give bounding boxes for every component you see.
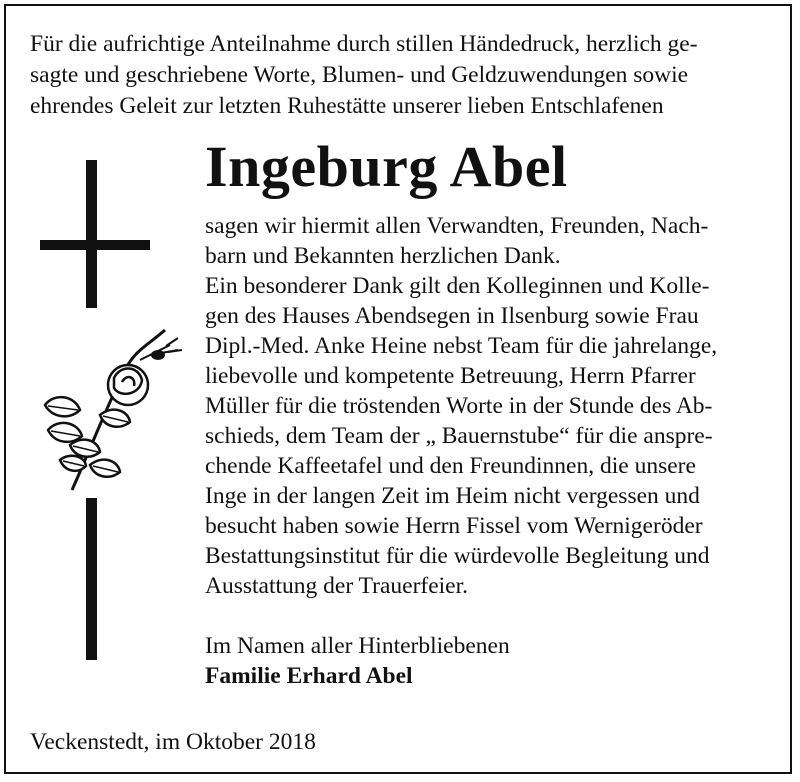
place-date: Veckenstedt, im Oktober 2018 xyxy=(30,729,316,755)
message-line: schieds, dem Team der „ Bauernstube“ für die anspre- xyxy=(205,423,713,449)
message-line: sagen wir hiermit allen Verwandten, Freunden, Nach- xyxy=(205,213,709,239)
message-line: chende Kaffeetafel und den Freundinnen, die unsere xyxy=(205,453,696,479)
message-line: gen des Hauses Abendsegen in Ilsenburg sowie Frau xyxy=(205,303,699,329)
message-line: Ein besonderer Dank gilt den Kolleginnen und Kolle- xyxy=(205,273,710,299)
message-line: besucht haben sowie Herrn Fissel vom Wernigeröder xyxy=(205,513,703,539)
deceased-name: Ingeburg Abel xyxy=(205,134,568,199)
signature-intro: Im Namen aller Hinterbliebenen xyxy=(205,633,510,659)
message-line: Dipl.-Med. Anke Heine nebst Team für die jahrelange, xyxy=(205,333,718,359)
intro-line-3: ehrendes Geleit zur letzten Ruhestätte unserer lieben Entschlafenen xyxy=(30,93,664,119)
message-line: liebevolle und kompetente Betreuung, Herrn Pfarrer xyxy=(205,363,696,389)
signature-family: Familie Erhard Abel xyxy=(205,663,413,689)
message-line: barn und Bekannten herzlichen Dank. xyxy=(205,243,561,269)
message-line: Müller für die tröstenden Worte in der Stunde des Ab- xyxy=(205,393,713,419)
message-line: Bestattungsinstitut für die würdevolle Begleitung und xyxy=(205,543,710,569)
intro-line-1: Für die aufrichtige Anteilnahme durch stillen Händedruck, herzlich ge- xyxy=(30,31,698,57)
intro-line-2: sagte und geschriebene Worte, Blumen- und Geldzuwendungen sowie xyxy=(30,62,689,88)
message-line: Ausstattung der Trauerfeier. xyxy=(205,573,469,599)
message-line: Inge in der langen Zeit im Heim nicht vergessen und xyxy=(205,483,700,509)
cross-with-rose-icon xyxy=(30,160,190,660)
